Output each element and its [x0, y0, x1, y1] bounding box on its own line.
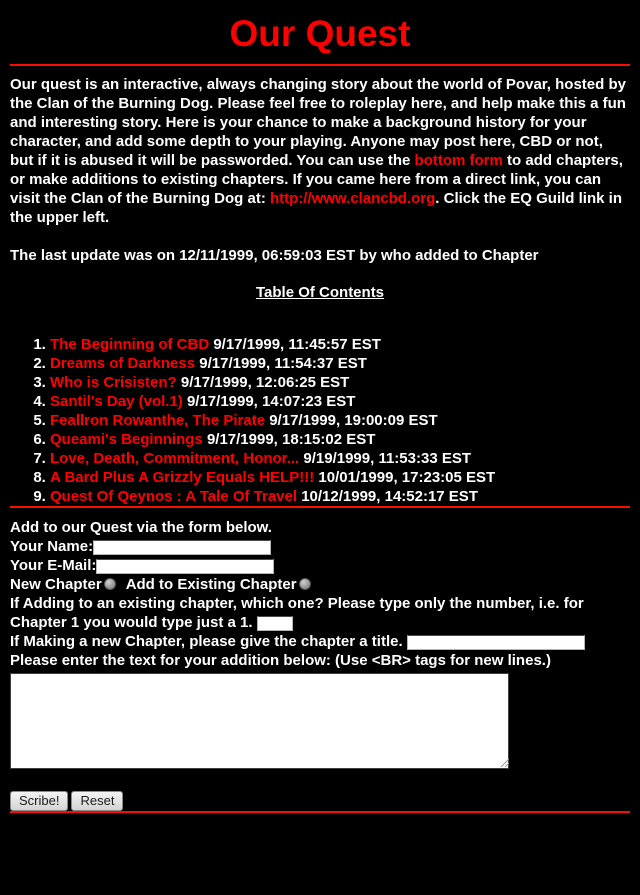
- name-input[interactable]: [93, 540, 271, 555]
- chapter-number-input[interactable]: [257, 616, 293, 631]
- form-intro-text: Add to our Quest via the form below.: [10, 519, 272, 536]
- email-label: Your E-Mail:: [10, 557, 97, 574]
- toc-heading: Table Of Contents: [255, 284, 385, 301]
- toc-date: 9/17/1999, 11:54:37 EST: [199, 355, 367, 372]
- toc-item: [50, 373, 630, 392]
- existing-chapter-help-text: If Adding to an existing chapter, which one? Please type only the number, i.e. for Chapter 1 you would type just a 1.: [10, 595, 584, 631]
- reset-button[interactable]: Reset: [71, 791, 123, 811]
- existing-chapter-label: Add to Existing Chapter: [125, 576, 297, 593]
- toc-date: 9/17/1999, 19:00:09 EST: [269, 412, 438, 429]
- new-chapter-label: New Chapter: [10, 576, 102, 593]
- toc-item: [50, 468, 630, 487]
- toc-date: 9/17/1999, 11:45:57 EST: [213, 336, 381, 353]
- bottom-divider: [10, 811, 630, 813]
- chapter-title-input[interactable]: [407, 635, 585, 650]
- toc-link[interactable]: Santil's Day (vol.1): [50, 393, 183, 410]
- story-textarea-wrap: [10, 673, 511, 769]
- page-title: Our Quest: [229, 13, 411, 54]
- story-textarea[interactable]: [10, 673, 509, 769]
- toc-item: [50, 411, 630, 430]
- scribe-button[interactable]: Scribe!: [10, 791, 68, 811]
- quest-form: [10, 518, 630, 811]
- clancbd-link[interactable]: http://www.clancbd.org: [270, 190, 436, 207]
- toc-item: [50, 354, 630, 373]
- last-update-text: The last update was on 12/11/1999, 06:59:03 EST by who added to Chapter: [10, 247, 539, 264]
- toc-date: 9/19/1999, 11:53:33 EST: [303, 450, 471, 467]
- existing-chapter-radio[interactable]: [299, 578, 311, 590]
- toc-link[interactable]: The Beginning of CBD: [50, 336, 210, 353]
- toc-list: [10, 335, 630, 506]
- chapter-title-help-text: If Making a new Chapter, please give the chapter a title.: [10, 633, 403, 650]
- toc-item: [50, 392, 630, 411]
- intro-text-1: Our quest is an interactive, always changing story about the world of Povar, hosted by the Clan of the Burning Dog. Please feel free to roleplay here, and help make this a fun and interesting story. Here is your chance to make a background history for your character, and add some depth to your playing. Anyone may post here, CBD or not, but if it is abused it will be passworded. You can use the: [10, 76, 626, 169]
- form-divider: [10, 506, 630, 508]
- toc-item: [50, 335, 630, 354]
- toc-date: 10/01/1999, 17:23:05 EST: [318, 469, 496, 486]
- resize-grip-icon[interactable]: [499, 757, 509, 767]
- intro-paragraph: [10, 75, 630, 227]
- toc-link[interactable]: Dreams of Darkness: [50, 355, 196, 372]
- toc-link[interactable]: A Bard Plus A Grizzly Equals HELP!!!: [50, 469, 315, 486]
- toc-date: 9/17/1999, 18:15:02 EST: [206, 431, 376, 448]
- intro-text-2: to add chapters, or make additions to existing chapters. If you came here from a direct link, you can visit the Clan of the Burning Dog at:: [10, 152, 623, 207]
- email-input[interactable]: [96, 559, 274, 574]
- toc-date: 10/12/1999, 14:52:17 EST: [301, 488, 478, 505]
- toc-item: [50, 449, 630, 468]
- toc-link[interactable]: Who is Crisisten?: [50, 374, 177, 391]
- toc-link[interactable]: Quest Of Qeynos : A Tale Of Travel: [50, 488, 298, 505]
- toc-date: 9/17/1999, 12:06:25 EST: [180, 374, 350, 391]
- toc-link[interactable]: Queami's Beginnings: [50, 431, 203, 448]
- top-divider: [10, 64, 630, 66]
- story-help-text: Please enter the text for your addition below: (Use <BR> tags for new lines.): [10, 652, 551, 669]
- toc-link[interactable]: Love, Death, Commitment, Honor...: [50, 450, 300, 467]
- intro-text-3: . Click the EQ Guild link in the upper left.: [10, 190, 622, 226]
- toc-item: [50, 430, 630, 449]
- new-chapter-radio[interactable]: [104, 578, 116, 590]
- toc-date: 9/17/1999, 14:07:23 EST: [186, 393, 356, 410]
- toc-link[interactable]: Feallron Rowanthe, The Pirate: [50, 412, 266, 429]
- bottom-form-link[interactable]: bottom form: [414, 152, 503, 169]
- name-label: Your Name:: [10, 538, 94, 555]
- toc-item: [50, 487, 630, 506]
